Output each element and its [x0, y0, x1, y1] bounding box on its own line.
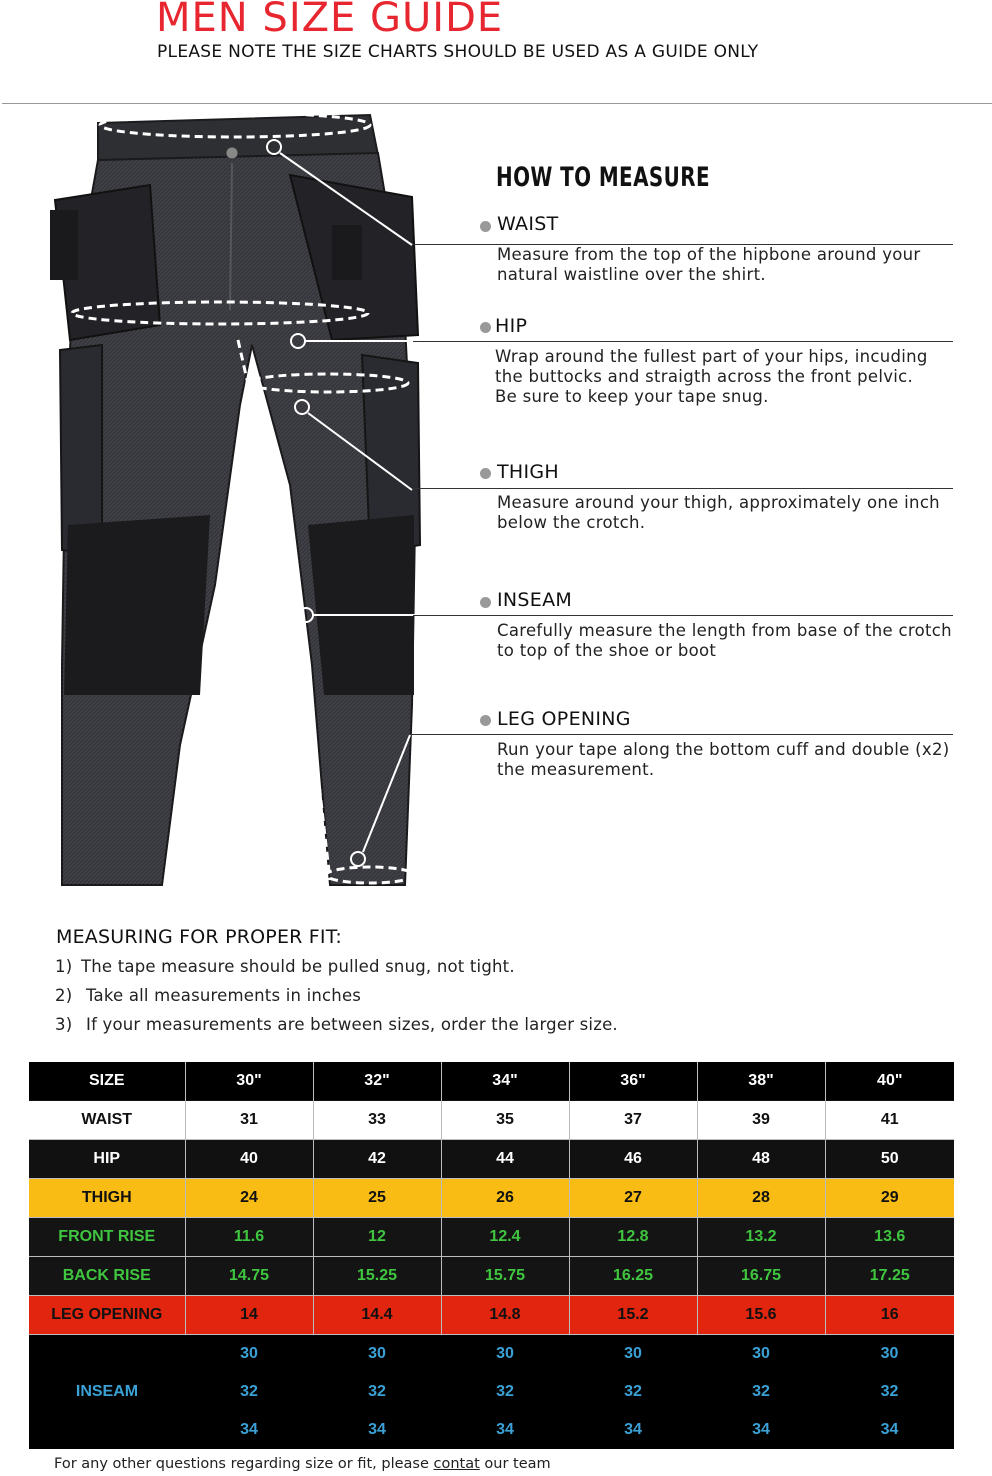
header-divider	[2, 103, 992, 104]
table-cell: 37	[569, 1101, 697, 1140]
bullet-icon	[480, 597, 491, 608]
table-cell: 32	[441, 1373, 569, 1411]
table-cell: 15.75	[441, 1257, 569, 1296]
table-cell: 15.25	[313, 1257, 441, 1296]
table-row-inseam	[29, 1335, 954, 1374]
row-label: FRONT RISE	[29, 1218, 185, 1257]
right-pocket-strap	[332, 225, 362, 280]
table-cell: 30	[825, 1335, 954, 1374]
row-label: WAIST	[29, 1101, 185, 1140]
right-knee-pad	[308, 515, 414, 695]
table-cell: 32	[313, 1373, 441, 1411]
footer-note	[54, 1456, 551, 1472]
fit-item-text: If your measurements are between sizes, order the larger size.	[86, 1015, 618, 1034]
table-cell: 34"	[441, 1062, 569, 1101]
table-cell: 28	[697, 1179, 825, 1218]
measure-divider-leg-opening	[410, 734, 953, 735]
table-cell: 40	[185, 1140, 313, 1179]
fit-item-text: The tape measure should be pulled snug, not tight.	[81, 957, 515, 976]
table-cell: 36"	[569, 1062, 697, 1101]
table-cell: 34	[313, 1411, 441, 1449]
table-cell: 15.2	[569, 1296, 697, 1335]
fit-item	[55, 1015, 618, 1034]
bullet-icon	[480, 468, 491, 479]
fit-item-number: 2)	[55, 986, 73, 1005]
table-cell: 30	[185, 1335, 313, 1374]
fit-item	[55, 986, 361, 1005]
table-cell: 33	[313, 1101, 441, 1140]
measure-desc-waist: Measure from the top of the hipbone around your natural waistline over the shirt.	[497, 245, 921, 284]
measure-label-hip: HIP	[495, 315, 528, 337]
row-label: INSEAM	[29, 1335, 185, 1450]
left-knee-pad	[64, 515, 210, 695]
page-title: MEN SIZE GUIDE	[156, 0, 504, 41]
table-cell: 38"	[697, 1062, 825, 1101]
table-cell: 12	[313, 1218, 441, 1257]
table-cell: 14.75	[185, 1257, 313, 1296]
row-label: HIP	[29, 1140, 185, 1179]
table-cell: 25	[313, 1179, 441, 1218]
table-cell: 16.25	[569, 1257, 697, 1296]
table-cell: 32	[825, 1373, 954, 1411]
table-cell: 39	[697, 1101, 825, 1140]
footer-text: For any other questions regarding size or fit, please	[54, 1456, 434, 1472]
table-row-thigh	[29, 1179, 954, 1218]
table-cell: 32	[185, 1373, 313, 1411]
measure-divider-hip	[413, 341, 953, 342]
table-cell: 14.8	[441, 1296, 569, 1335]
table-cell: 16.75	[697, 1257, 825, 1296]
table-cell: 24	[185, 1179, 313, 1218]
table-cell: 12.4	[441, 1218, 569, 1257]
table-cell: 34	[441, 1411, 569, 1449]
table-cell: 17.25	[825, 1257, 954, 1296]
pants-button	[226, 147, 238, 159]
table-row-front-rise	[29, 1218, 954, 1257]
measure-divider-thigh	[413, 488, 953, 489]
table-row-hip	[29, 1140, 954, 1179]
row-label: LEG OPENING	[29, 1296, 185, 1335]
fit-item-number: 3)	[55, 1015, 73, 1034]
bullet-icon	[480, 322, 491, 333]
footer-text-end: our team	[479, 1456, 551, 1472]
table-cell: 42	[313, 1140, 441, 1179]
measure-desc-thigh: Measure around your thigh, approximately one inch below the crotch.	[497, 493, 940, 532]
table-cell: 12.8	[569, 1218, 697, 1257]
table-cell: 11.6	[185, 1218, 313, 1257]
table-row-back-rise	[29, 1257, 954, 1296]
table-cell: 34	[697, 1411, 825, 1449]
table-cell: 34	[569, 1411, 697, 1449]
table-cell: 30	[697, 1335, 825, 1374]
table-cell: 48	[697, 1140, 825, 1179]
table-cell: 34	[825, 1411, 954, 1449]
page-subtitle: PLEASE NOTE THE SIZE CHARTS SHOULD BE USED AS A GUIDE ONLY	[157, 42, 759, 62]
table-cell: 41	[825, 1101, 954, 1140]
row-label: SIZE	[29, 1062, 185, 1101]
table-cell: 13.6	[825, 1218, 954, 1257]
bullet-icon	[480, 221, 491, 232]
table-cell: 35	[441, 1101, 569, 1140]
table-cell: 26	[441, 1179, 569, 1218]
table-cell: 44	[441, 1140, 569, 1179]
table-cell: 30	[569, 1335, 697, 1374]
table-cell: 29	[825, 1179, 954, 1218]
table-cell: 13.2	[697, 1218, 825, 1257]
row-label: THIGH	[29, 1179, 185, 1218]
fit-heading: MEASURING FOR PROPER FIT:	[56, 926, 343, 948]
measure-label-thigh: THIGH	[497, 461, 560, 483]
table-cell: 14	[185, 1296, 313, 1335]
contact-link[interactable]: contat	[433, 1456, 480, 1472]
measure-label-inseam: INSEAM	[497, 589, 573, 611]
table-cell: 46	[569, 1140, 697, 1179]
table-cell: 15.6	[697, 1296, 825, 1335]
table-cell: 34	[185, 1411, 313, 1449]
measure-desc-hip: Wrap around the fullest part of your hips, incuding the buttocks and straigth across the front pelvic. Be sure to keep your tape snug.	[495, 347, 928, 406]
table-cell: 16	[825, 1296, 954, 1335]
measure-label-waist: WAIST	[497, 213, 559, 235]
left-pocket-strap	[50, 210, 78, 280]
table-cell: 32	[569, 1373, 697, 1411]
row-label: BACK RISE	[29, 1257, 185, 1296]
table-cell: 30	[441, 1335, 569, 1374]
table-row-leg-opening	[29, 1296, 954, 1335]
table-cell: 27	[569, 1179, 697, 1218]
measure-divider-inseam	[413, 615, 953, 616]
measure-desc-inseam: Carefully measure the length from base of the crotch to top of the shoe or boot	[497, 621, 952, 660]
measure-desc-leg-opening: Run your tape along the bottom cuff and double (x2) the measurement.	[497, 740, 950, 779]
bullet-icon	[480, 715, 491, 726]
table-cell: 31	[185, 1101, 313, 1140]
fit-item	[55, 957, 515, 976]
table-cell: 30	[313, 1335, 441, 1374]
table-cell: 30"	[185, 1062, 313, 1101]
table-cell: 32"	[313, 1062, 441, 1101]
measure-label-leg-opening: LEG OPENING	[497, 708, 631, 730]
fit-item-number: 1)	[55, 957, 73, 976]
table-cell: 50	[825, 1140, 954, 1179]
table-row-size	[29, 1062, 954, 1101]
fit-item-text: Take all measurements in inches	[86, 986, 362, 1005]
table-row-waist	[29, 1101, 954, 1140]
table-cell: 14.4	[313, 1296, 441, 1335]
pants-illustration	[40, 105, 480, 905]
table-cell: 32	[697, 1373, 825, 1411]
size-chart-table	[29, 1062, 954, 1449]
how-to-measure-heading: HOW TO MEASURE	[496, 162, 711, 193]
table-cell: 40"	[825, 1062, 954, 1101]
